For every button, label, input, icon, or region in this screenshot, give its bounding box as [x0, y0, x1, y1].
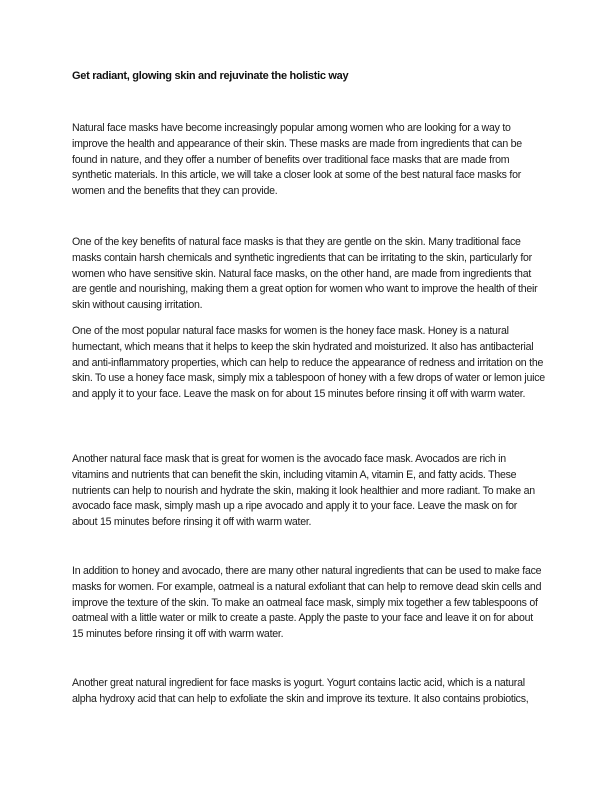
paragraph-avocado-mask: Another natural face mask that is great for women is the avocado face mask. Avocados are rich in vitamins and nutrients that can benefit the skin, including vitamin A, vitamin E, and fatty acids. These nutrients can help to nourish and hydrate the skin, making it look healthier and more radiant. To make an avocado face mask, simply mash up a ripe avocado and apply it to your face. Leave the mask on for about 15 minutes before rinsing it off with warm water. — [72, 453, 535, 529]
paragraph-honey-mask: One of the most popular natural face masks for women is the honey face mask. Honey is a natural humectant, which means that it helps to keep the skin hydrated and moisturized. It also has antibacterial and anti-inflammatory properties, which can help to reduce the appearance of redness and irritation on the skin. To use a honey face mask, simply mix a tablespoon of honey with a few drops of water or lemon juice and apply it to your face. Leave the mask on for about 15 minutes before rinsing it off with warm water. — [72, 325, 545, 401]
paragraph-yogurt-mask: Another great natural ingredient for face masks is yogurt. Yogurt contains lactic acid, which is a natural alpha hydroxy acid that can help to exfoliate the skin and improve its texture. It also contains probiotics, — [72, 677, 529, 705]
paragraph-gentle-benefits: One of the key benefits of natural face masks is that they are gentle on the skin. Many traditional face masks contain harsh chemicals and synthetic ingredients that can be irritating to the skin, particularly for women who have sensitive skin. Natural face masks, on the other hand, are made from ingredients that are gentle and nourishing, making them a great option for women who want to improve the health of their skin without causing irritation. — [72, 236, 538, 312]
paragraph-oatmeal-mask: In addition to honey and avocado, there are many other natural ingredients that can be used to make face masks for women. For example, oatmeal is a natural exfoliant that can help to remove dead skin cells and improve the texture of the skin. To make an oatmeal face mask, simply mix together a few tablespoons of oatmeal with a little water or milk to create a paste. Apply the paste to your face and leave it on for about 15 minutes before rinsing it off with warm water. — [72, 565, 542, 641]
paragraph-intro: Natural face masks have become increasingly popular among women who are looking for a way to improve the health and appearance of their skin. These masks are made from ingredients that can be found in nature, and they offer a number of benefits over traditional face masks that are made from synthetic materials. In this article, we will take a closer look at some of the best natural face masks for women and the benefits that they can provide. — [72, 122, 522, 198]
document-title: Get radiant, glowing skin and rejuvinate the holistic way — [72, 70, 349, 82]
